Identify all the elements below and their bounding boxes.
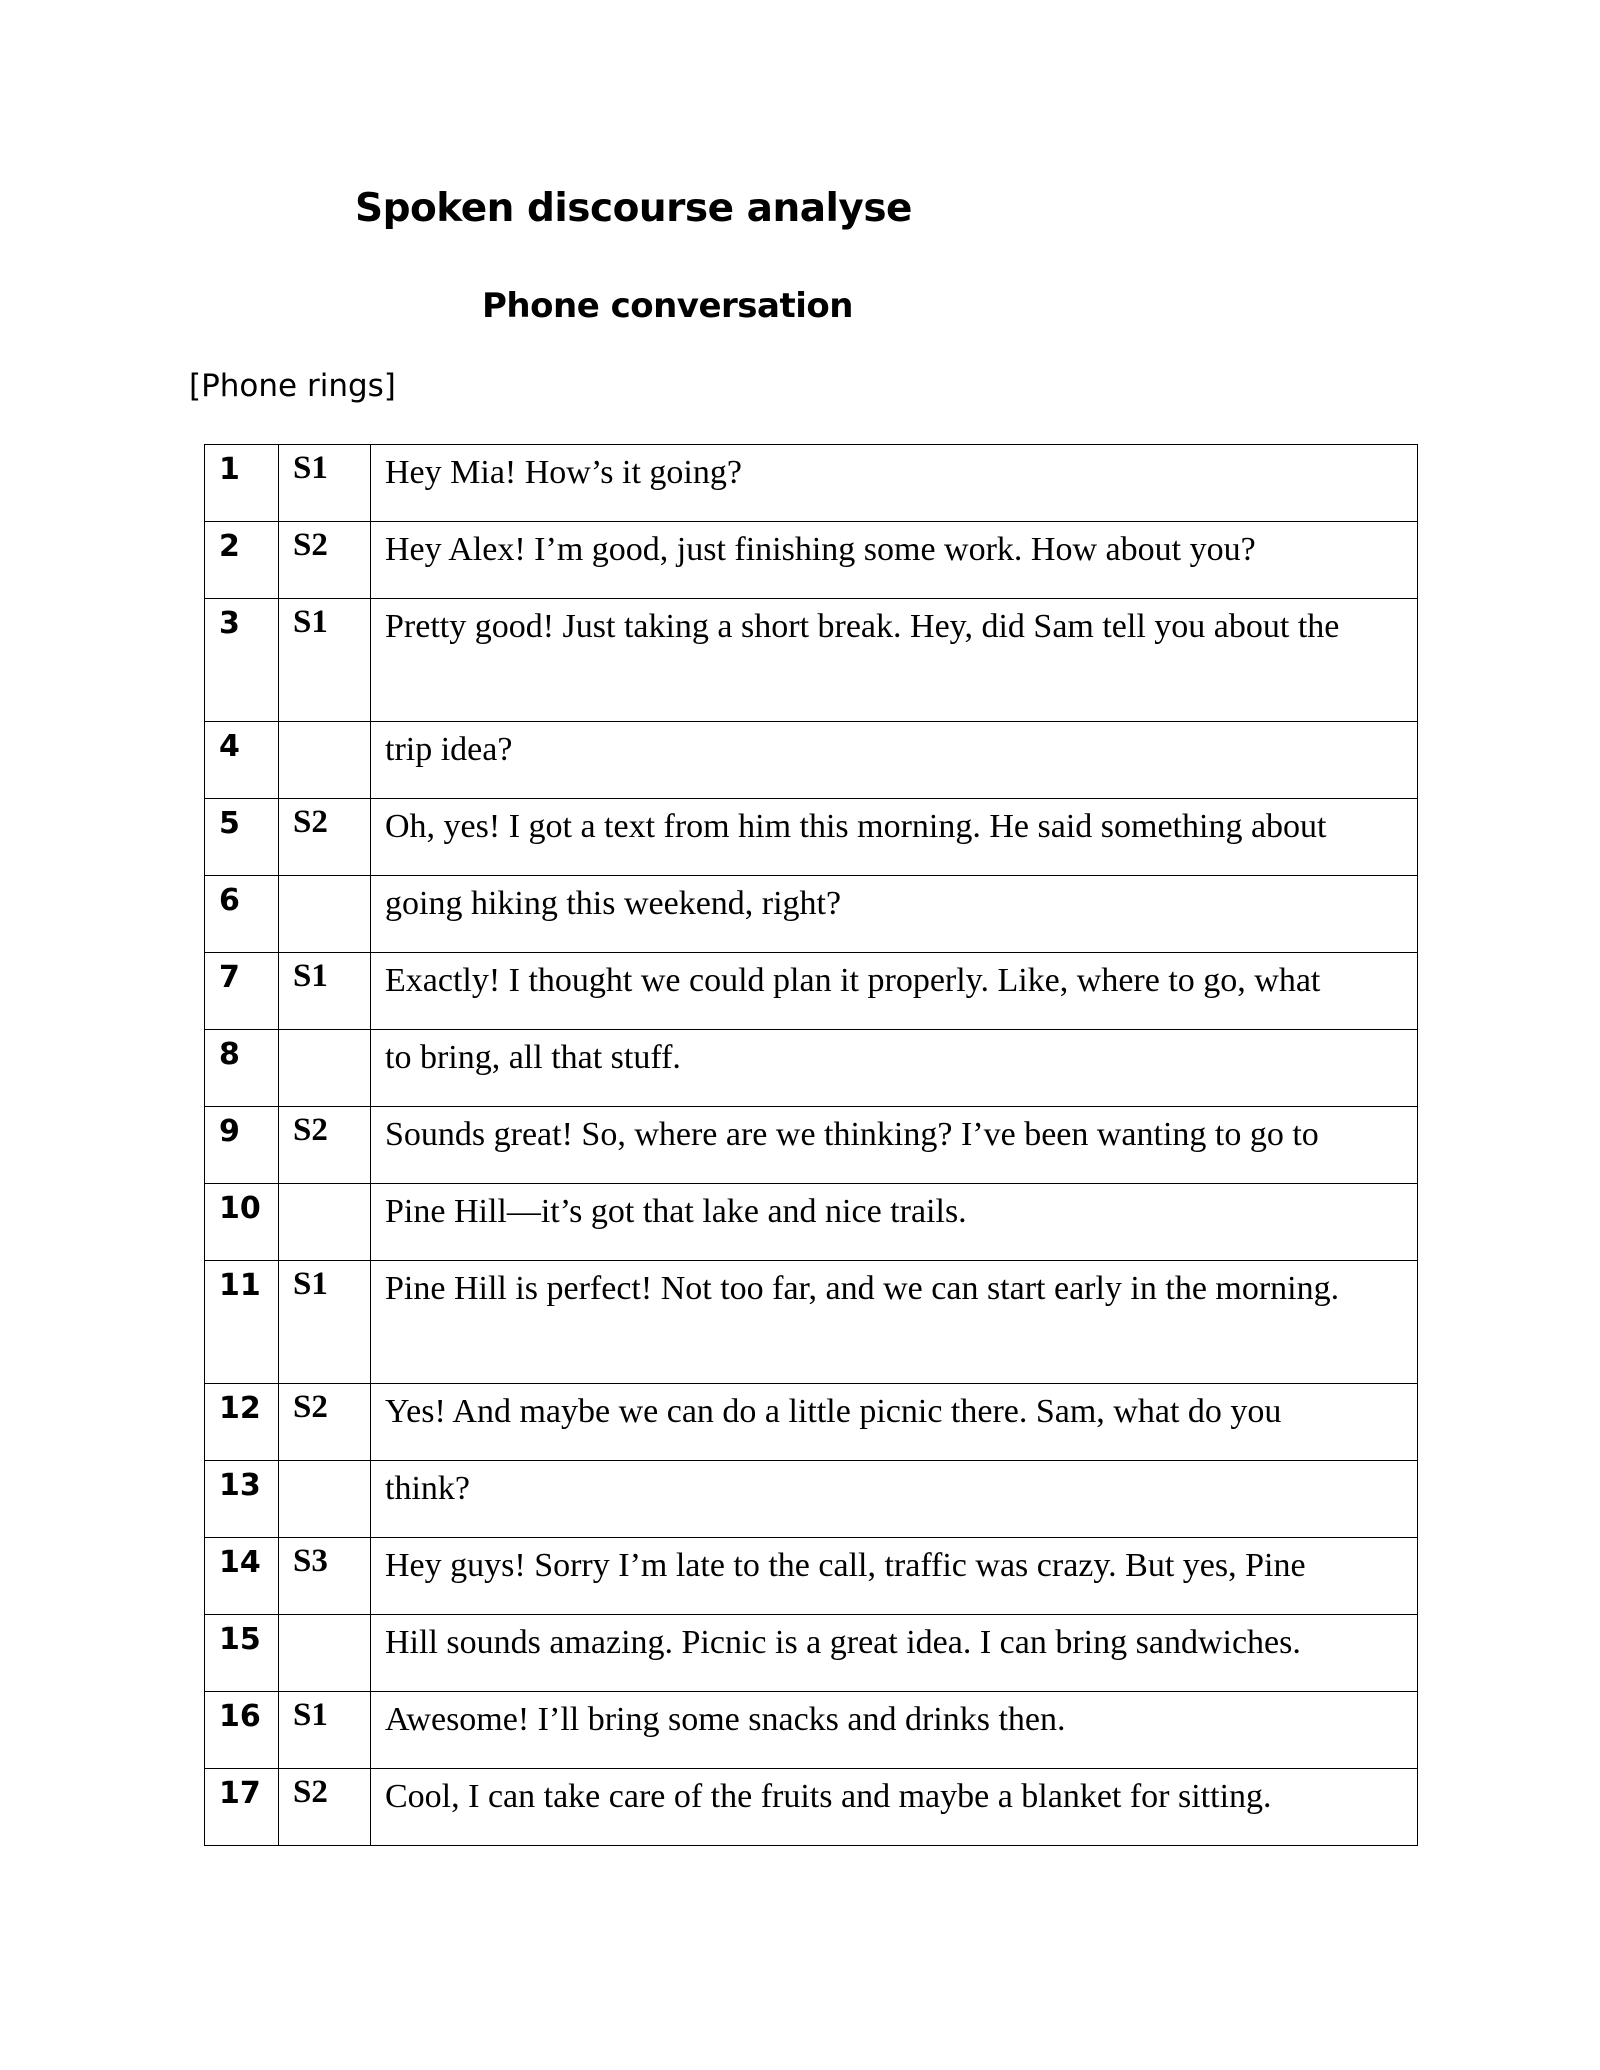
speaker-label: S1 — [279, 1261, 371, 1384]
table-row — [205, 445, 1418, 522]
transcript-table — [204, 444, 1418, 1846]
line-number: 11 — [205, 1261, 279, 1384]
utterance-text: Hey Mia! How’s it going? — [371, 445, 1418, 522]
speaker-label: S2 — [279, 1769, 371, 1846]
speaker-label — [279, 722, 371, 799]
utterance-text: trip idea? — [371, 722, 1418, 799]
utterance-text: Hey guys! Sorry I’m late to the call, traffic was crazy. But yes, Pine — [371, 1538, 1418, 1615]
table-row — [205, 1615, 1418, 1692]
utterance-text: Hill sounds amazing. Picnic is a great idea. I can bring sandwiches. — [371, 1615, 1418, 1692]
line-number: 9 — [205, 1107, 279, 1184]
line-number: 13 — [205, 1461, 279, 1538]
utterance-text: Pine Hill—it’s got that lake and nice trails. — [371, 1184, 1418, 1261]
table-row — [205, 1384, 1418, 1461]
speaker-label — [279, 1461, 371, 1538]
line-number: 12 — [205, 1384, 279, 1461]
table-row — [205, 1261, 1418, 1384]
line-number: 16 — [205, 1692, 279, 1769]
utterance-text: to bring, all that stuff. — [371, 1030, 1418, 1107]
utterance-text: Pretty good! Just taking a short break. Hey, did Sam tell you about the — [371, 599, 1418, 722]
speaker-label: S1 — [279, 445, 371, 522]
speaker-label: S2 — [279, 1107, 371, 1184]
utterance-text: Cool, I can take care of the fruits and maybe a blanket for sitting. — [371, 1769, 1418, 1846]
line-number: 4 — [205, 722, 279, 799]
line-number: 8 — [205, 1030, 279, 1107]
speaker-label — [279, 876, 371, 953]
speaker-label — [279, 1184, 371, 1261]
line-number: 5 — [205, 799, 279, 876]
table-row — [205, 1692, 1418, 1769]
table-row — [205, 1461, 1418, 1538]
speaker-label — [279, 1615, 371, 1692]
utterance-text: Sounds great! So, where are we thinking? I’ve been wanting to go to — [371, 1107, 1418, 1184]
table-row — [205, 1030, 1418, 1107]
speaker-label: S2 — [279, 522, 371, 599]
utterance-text: Yes! And maybe we can do a little picnic there. Sam, what do you — [371, 1384, 1418, 1461]
line-number: 14 — [205, 1538, 279, 1615]
table-row — [205, 1184, 1418, 1261]
table-row — [205, 953, 1418, 1030]
utterance-text: Exactly! I thought we could plan it properly. Like, where to go, what — [371, 953, 1418, 1030]
line-number: 17 — [205, 1769, 279, 1846]
speaker-label: S2 — [279, 1384, 371, 1461]
utterance-text: Hey Alex! I’m good, just finishing some work. How about you? — [371, 522, 1418, 599]
line-number: 10 — [205, 1184, 279, 1261]
speaker-label: S2 — [279, 799, 371, 876]
speaker-label: S3 — [279, 1538, 371, 1615]
line-number: 3 — [205, 599, 279, 722]
speaker-label: S1 — [279, 953, 371, 1030]
utterance-text: going hiking this weekend, right? — [371, 876, 1418, 953]
speaker-label: S1 — [279, 599, 371, 722]
utterance-text: think? — [371, 1461, 1418, 1538]
table-row — [205, 1107, 1418, 1184]
line-number: 2 — [205, 522, 279, 599]
table-row — [205, 599, 1418, 722]
document-subtitle: Phone conversation — [482, 286, 853, 326]
table-row — [205, 799, 1418, 876]
line-number: 7 — [205, 953, 279, 1030]
utterance-text: Awesome! I’ll bring some snacks and drinks then. — [371, 1692, 1418, 1769]
utterance-text: Pine Hill is perfect! Not too far, and we can start early in the morning. — [371, 1261, 1418, 1384]
utterance-text: Oh, yes! I got a text from him this morning. He said something about — [371, 799, 1418, 876]
table-row — [205, 1769, 1418, 1846]
stage-direction: [Phone rings] — [189, 368, 396, 404]
line-number: 6 — [205, 876, 279, 953]
table-row — [205, 876, 1418, 953]
document-title: Spoken discourse analyse — [355, 186, 912, 231]
speaker-label — [279, 1030, 371, 1107]
line-number: 1 — [205, 445, 279, 522]
table-row — [205, 722, 1418, 799]
line-number: 15 — [205, 1615, 279, 1692]
table-row — [205, 1538, 1418, 1615]
table-row — [205, 522, 1418, 599]
speaker-label: S1 — [279, 1692, 371, 1769]
